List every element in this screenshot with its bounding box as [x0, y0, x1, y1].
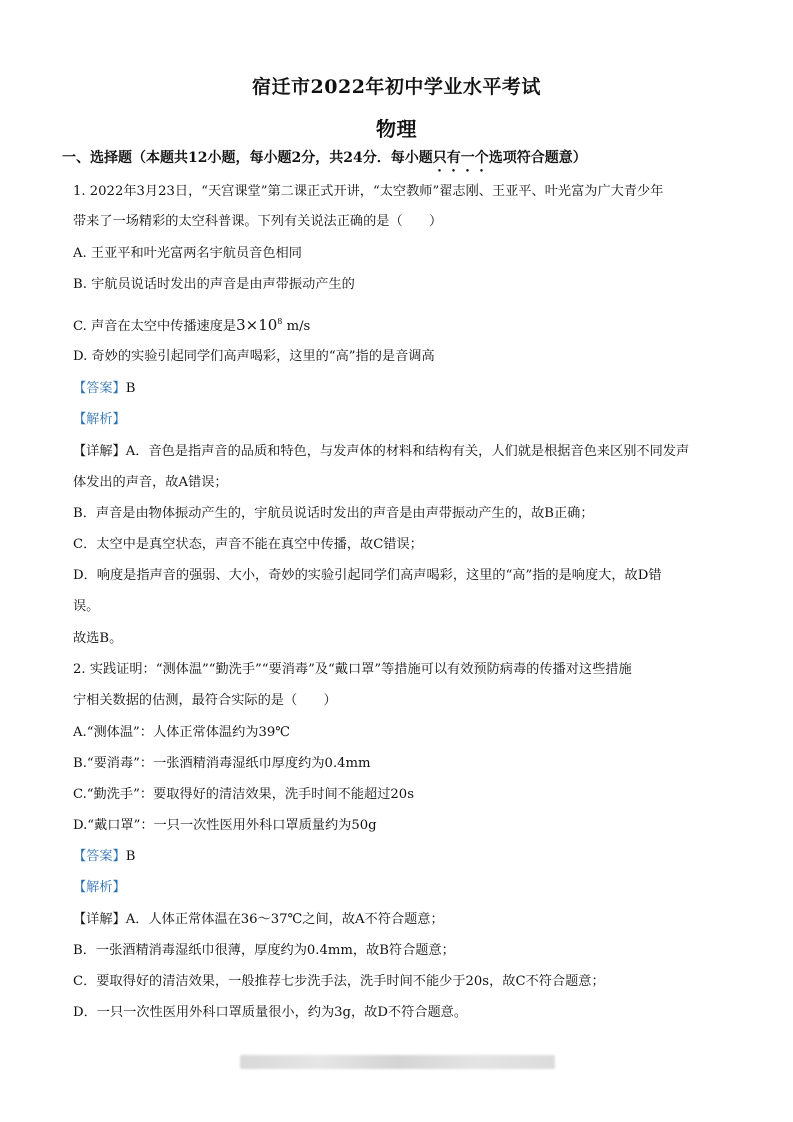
q2-stem-line2: 宁相关数据的估测，最符合实际的是（ ） — [73, 693, 337, 708]
q1-speed-value: 3×10 — [236, 316, 278, 334]
emphasis-dots: 只有一个 — [432, 150, 489, 166]
subject-title: 物理 — [376, 117, 417, 141]
answer-tag: 【答案】 — [73, 849, 126, 864]
blurred-footer-watermark — [240, 1055, 555, 1069]
q2-detail-a: 【详解】A．人体正常体温在36～37℃之间，故A不符合题意； — [73, 912, 444, 927]
q1-option-b: B. 宇航员说话时发出的声音是由声带振动产生的 — [73, 277, 355, 292]
q1-detail-c: C．太空中是真空状态，声音不能在真空中传播，故C错误； — [73, 537, 423, 552]
q1-detail-b: B．声音是由物体振动产生的，宇航员说话时发出的声音是由声带振动产生的，故B正确； — [73, 506, 594, 521]
q2-option-d: D.“戴口罩”：一只一次性医用外科口罩质量约为50g — [73, 818, 377, 833]
q1-answer: 【答案】B — [73, 381, 136, 396]
q1-option-d: D. 奇妙的实验引起同学们高声喝彩，这里的“高”指的是音调高 — [73, 349, 435, 364]
detail-tag: 【详解】 — [73, 912, 126, 927]
q1-detail-a-line1: 【详解】A．音色是指声音的品质和特色，与发声体的材料和结构有关，人们就是根据音色来区别不同发声 — [73, 444, 690, 459]
q1-analysis-tag: 【解析】 — [73, 412, 126, 427]
q2-stem-line1: 2. 实践证明：“测体温”“勤洗手”“要消毒”及“戴口罩”等措施可以有效预防病毒的传播对这些措施 — [73, 662, 632, 677]
q2-option-c: C.“勤洗手”：要取得好的清洁效果，洗手时间不能超过20s — [73, 787, 414, 802]
q2-detail-d: D．一只一次性医用外科口罩质量很小，约为3g，故D不符合题意。 — [73, 1005, 468, 1020]
section-heading: 一、选择题（本题共12小题，每小题2分，共24分．每小题只有一个选项符合题意） — [62, 150, 587, 166]
answer-tag: 【答案】 — [73, 381, 126, 396]
q2-answer: 【答案】B — [73, 849, 136, 864]
detail-tag: 【详解】 — [73, 444, 126, 459]
q2-option-a: A.“测体温”：人体正常体温约为39℃ — [73, 725, 290, 740]
q2-detail-c: C．要取得好的清洁效果，一般推荐七步洗手法，洗手时间不能少于20s，故C不符合题意； — [73, 974, 605, 989]
q1-option-a: A. 王亚平和叶光富两名宇航员音色相同 — [73, 246, 302, 261]
q1-stem-line2: 带来了一场精彩的太空科普课。下列有关说法正确的是（ ） — [73, 214, 443, 229]
exam-title: 宿迁市2022年初中学业水平考试 — [252, 76, 541, 98]
q1-detail-d-line1: D．响度是指声音的强弱、大小，奇妙的实验引起同学们高声喝彩，这里的“高”指的是响度大，故D错 — [73, 568, 662, 583]
q1-stem-line1: 1. 2022年3月23日，“天宫课堂”第二课正式开讲，“太空教师”翟志刚、王亚平、叶光富为广大青少年 — [73, 184, 664, 199]
q1-option-c: C. 声音在太空中传播速度是$3\times 10^8$ m/s — [73, 316, 311, 334]
q2-analysis-tag: 【解析】 — [73, 880, 126, 895]
q1-conclusion: 故选B。 — [73, 631, 123, 646]
q2-detail-b: B．一张酒精消毒湿纸巾很薄，厚度约为0.4mm，故B符合题意； — [73, 943, 455, 958]
q1-detail-d-line2: 误。 — [73, 599, 100, 614]
q2-option-b: B.“要消毒”：一张酒精消毒湿纸巾厚度约为0.4mm — [73, 756, 371, 771]
q1-detail-a-line2: 体发出的声音，故A错误； — [73, 475, 228, 490]
